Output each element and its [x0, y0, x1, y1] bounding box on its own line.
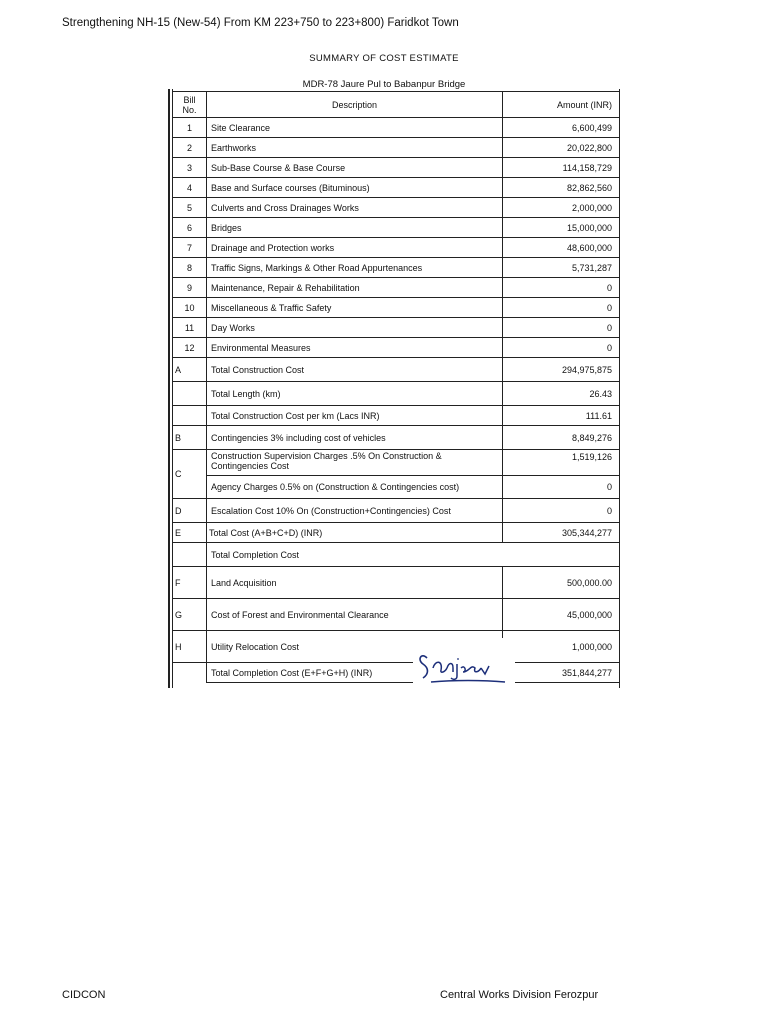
- bill-no: 9: [173, 278, 207, 298]
- description: Site Clearance: [207, 118, 503, 138]
- summary-row-length: [173, 382, 620, 406]
- agency-charges-value: 0: [503, 476, 620, 499]
- table-row: [173, 238, 620, 258]
- total-construction-cost-value: 294,975,875: [503, 358, 620, 382]
- escalation-cost-value: 0: [503, 499, 620, 523]
- total-length-label: Total Length (km): [207, 382, 503, 406]
- summary-row-per-km: [173, 406, 620, 426]
- bill-no: 6: [173, 218, 207, 238]
- summary-row-f: [173, 567, 620, 599]
- document-title: SUMMARY OF COST ESTIMATE: [309, 53, 459, 64]
- page-header: Strengthening NH-15 (New-54) From KM 223+750 to 223+800) Faridkot Town: [62, 17, 459, 29]
- total-cost-value: 305,344,277: [503, 523, 620, 543]
- table-row: [173, 158, 620, 178]
- label-c: C: [173, 450, 207, 499]
- forest-clearance-label: Cost of Forest and Environmental Clearance: [207, 599, 503, 631]
- label-a: A: [173, 358, 207, 382]
- escalation-cost-label: Escalation Cost 10% On (Construction+Contingencies) Cost: [207, 499, 503, 523]
- completion-heading-row: [173, 543, 620, 567]
- utility-relocation-label: Utility Relocation Cost: [207, 631, 503, 663]
- summary-row-total: [173, 663, 620, 683]
- bill-no: 3: [173, 158, 207, 178]
- amount: 15,000,000: [503, 218, 620, 238]
- description: Day Works: [207, 318, 503, 338]
- description: Traffic Signs, Markings & Other Road Appurtenances: [207, 258, 503, 278]
- amount: 48,600,000: [503, 238, 620, 258]
- amount: 82,862,560: [503, 178, 620, 198]
- header-bill-no: Bill No.: [173, 92, 207, 118]
- table-row: [173, 198, 620, 218]
- supervision-charges-value: 1,519,126: [503, 450, 620, 476]
- summary-row-h: [173, 631, 620, 663]
- table-row: [173, 178, 620, 198]
- description: Bridges: [207, 218, 503, 238]
- table-row: [173, 258, 620, 278]
- description: Culverts and Cross Drainages Works: [207, 198, 503, 218]
- supervision-charges-label: Construction Supervision Charges .5% On Construction & Contingencies Cost: [207, 450, 503, 476]
- summary-row-c1: [173, 450, 620, 476]
- table-row: [173, 138, 620, 158]
- contingencies-value: 8,849,276: [503, 426, 620, 450]
- bill-no: 4: [173, 178, 207, 198]
- description: Base and Surface courses (Bituminous): [207, 178, 503, 198]
- label-h: H: [173, 631, 207, 663]
- label-g: G: [173, 599, 207, 631]
- header-description: Description: [207, 92, 503, 118]
- description: Environmental Measures: [207, 338, 503, 358]
- land-acquisition-label: Land Acquisition: [207, 567, 503, 599]
- table-row: [173, 338, 620, 358]
- amount: 0: [503, 318, 620, 338]
- completion-cost-heading: Total Completion Cost: [207, 543, 620, 567]
- bill-no: 12: [173, 338, 207, 358]
- summary-row-g: [173, 599, 620, 631]
- table-row: [173, 278, 620, 298]
- amount: 20,022,800: [503, 138, 620, 158]
- cost-estimate-table: [172, 91, 620, 683]
- total-length-value: 26.43: [503, 382, 620, 406]
- contingencies-label: Contingencies 3% including cost of vehicles: [207, 426, 503, 450]
- utility-relocation-value: 1,000,000: [503, 631, 620, 663]
- land-acquisition-value: 500,000.00: [503, 567, 620, 599]
- amount: 0: [503, 338, 620, 358]
- table-row: [173, 298, 620, 318]
- document-subtitle: MDR-78 Jaure Pul to Babanpur Bridge: [302, 79, 466, 90]
- total-completion-cost-label: Total Completion Cost (E+F+G+H) (INR): [207, 663, 503, 683]
- amount: 0: [503, 298, 620, 318]
- amount: 0: [503, 278, 620, 298]
- table-row: [173, 318, 620, 338]
- amount: 2,000,000: [503, 198, 620, 218]
- description: Miscellaneous & Traffic Safety: [207, 298, 503, 318]
- cost-per-km-label: Total Construction Cost per km (Lacs INR): [207, 406, 503, 426]
- table-header-row: [173, 92, 620, 118]
- bill-no: 7: [173, 238, 207, 258]
- total-cost-label: Total Cost (A+B+C+D) (INR): [207, 523, 503, 543]
- agency-charges-label: Agency Charges 0.5% on (Construction & Contingencies cost): [207, 476, 503, 499]
- amount: 6,600,499: [503, 118, 620, 138]
- description: Drainage and Protection works: [207, 238, 503, 258]
- bill-no: 1: [173, 118, 207, 138]
- summary-row-e: [173, 523, 620, 543]
- footer-right: Central Works Division Ferozpur: [440, 989, 599, 1001]
- bill-no: 5: [173, 198, 207, 218]
- summary-row-d: [173, 499, 620, 523]
- label-b: B: [173, 426, 207, 450]
- label-e: E: [173, 523, 207, 543]
- header-amount: Amount (INR): [503, 92, 620, 118]
- label-d: D: [173, 499, 207, 523]
- summary-row-c2: [173, 476, 620, 499]
- total-construction-cost-label: Total Construction Cost: [207, 358, 503, 382]
- amount: 114,158,729: [503, 158, 620, 178]
- bill-no: 8: [173, 258, 207, 278]
- forest-clearance-value: 45,000,000: [503, 599, 620, 631]
- table-row: [173, 218, 620, 238]
- summary-row-a: [173, 358, 620, 382]
- description: Earthworks: [207, 138, 503, 158]
- amount: 5,731,287: [503, 258, 620, 278]
- table-row: [173, 118, 620, 138]
- cost-per-km-value: 111.61: [503, 406, 620, 426]
- label-f: F: [173, 567, 207, 599]
- summary-row-b: [173, 426, 620, 450]
- footer-left: CIDCON: [62, 989, 106, 1001]
- description: Maintenance, Repair & Rehabilitation: [207, 278, 503, 298]
- description: Sub-Base Course & Base Course: [207, 158, 503, 178]
- bill-no: 10: [173, 298, 207, 318]
- signature: [413, 638, 515, 686]
- bill-no: 11: [173, 318, 207, 338]
- total-completion-cost-value: 351,844,277: [503, 663, 620, 683]
- bill-no: 2: [173, 138, 207, 158]
